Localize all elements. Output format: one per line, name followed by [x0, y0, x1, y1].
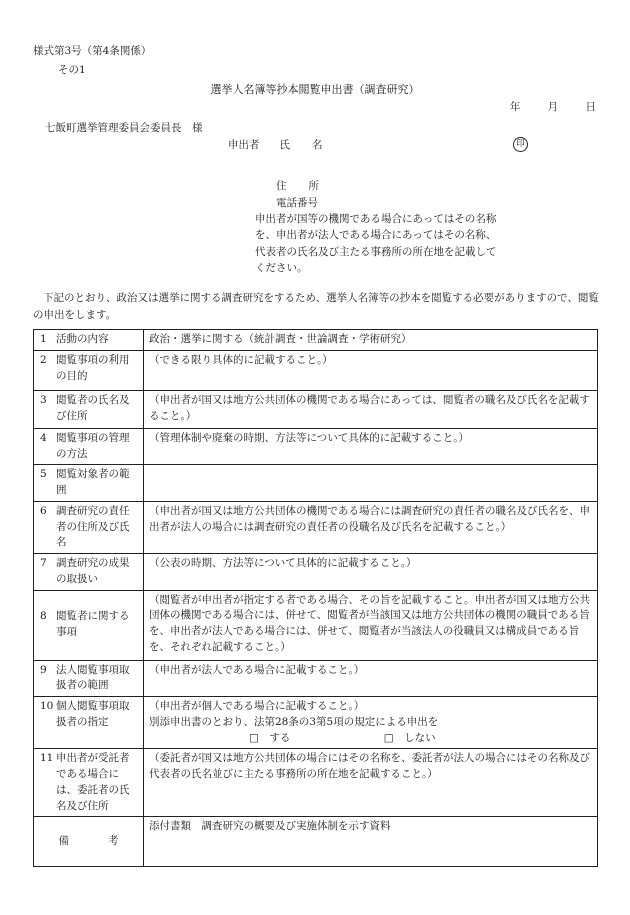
table-row: [34, 554, 598, 591]
row-label: [34, 501, 144, 553]
name-label-2: 名: [312, 139, 323, 151]
row-number: 8: [40, 610, 47, 623]
row-label-text: 法人閲覧事項取: [56, 663, 130, 676]
row-label-text-2: の方法: [56, 447, 88, 460]
date-day: 日: [585, 101, 596, 113]
row-number: 11: [40, 752, 54, 765]
row-label-text: 閲覧事項の利用: [56, 353, 130, 366]
applicant-note: 申出者が国等の機関である場合にあってはその名称を、申出者が法人である場合にあってはその名称、代表者の氏名及び主たる事務所の所在地を記載してください。: [255, 213, 497, 274]
intro-text: 下記のとおり、政治又は選挙に関する調査研究をするため、選挙人名簿等の抄本を閲覧する必要がありますので、閲覧の申出をします。: [33, 292, 599, 321]
form-number: 様式第3号（第4条関係）: [33, 45, 152, 57]
table-row: [34, 660, 598, 697]
table-row: [34, 330, 598, 351]
row-content-note: （申出者が個人である場合に記載すること。）: [149, 700, 365, 712]
row-label: [34, 350, 144, 390]
row-label-text: 活動の内容: [56, 333, 109, 345]
addressee: 七飯町選挙管理委員会委員長 様: [45, 122, 203, 134]
row-label-text-2: 扱者の範囲: [56, 679, 109, 692]
row-label: [34, 749, 144, 817]
checkbox-no[interactable]: □ しない: [383, 731, 436, 744]
row-label-text: 申出者が受託者: [56, 752, 130, 765]
row-number: 2: [40, 353, 47, 366]
row-label: [34, 428, 144, 465]
seal-mark: 印: [513, 137, 528, 152]
applicant-label: 申出者: [228, 139, 260, 151]
row-label-text-2: 囲: [56, 484, 67, 496]
date-month: 月: [547, 101, 559, 113]
row-content[interactable]: （委託者が国又は地方公共団体の場合にはその名称を、委託者が法人の場合にはその名称及び代表者の氏名並びに主たる事務所の所在地を記載すること。）: [144, 749, 598, 817]
row-label: [34, 660, 144, 697]
table-row: [34, 390, 598, 428]
phone-label: 電話番号: [276, 197, 318, 209]
row-number: 9: [40, 663, 47, 676]
row-label-text-2: の取扱い: [56, 572, 98, 585]
remarks-content[interactable]: 添付書類 調査研究の概要及び実施体制を示す資料: [144, 817, 598, 867]
row-label-text: 閲覧対象者の範: [56, 468, 130, 481]
row-content[interactable]: （管理体制や廃棄の時期、方法等について具体的に記載すること。）: [144, 428, 598, 465]
row-number: 7: [40, 557, 47, 569]
row-content[interactable]: （閲覧者が申出者が指定する者である場合、その旨を記載すること。申出者が国又は地方公共団体の機関である場合には、併せて、閲覧者が当該国又は地方公共団体の機関の職員である旨を、申出者が法人である場合には、併せて、閲覧者が当該法人の役職員又は構成員である旨を、それぞれ記載すること。）: [144, 590, 598, 660]
table-row: [34, 350, 598, 390]
row-label: [34, 590, 144, 660]
row-label-text-2: び住所: [56, 409, 88, 422]
table-row: [34, 465, 598, 502]
row-label-text: 個人閲覧事項取: [56, 700, 130, 712]
sub-number: その1: [58, 64, 86, 76]
checkbox-yes[interactable]: □ する: [249, 731, 291, 744]
address-label: [276, 179, 319, 193]
row-number: 4: [40, 431, 47, 444]
row-content[interactable]: （申出者が法人である場合に記載すること。）: [144, 660, 598, 697]
application-table: [33, 329, 598, 867]
address-label-1: 住: [276, 180, 287, 192]
row-number: 3: [40, 393, 47, 406]
row-label-text-2: 者の住所及び氏名: [56, 520, 130, 549]
row-label: [34, 697, 144, 749]
row-label-text-2: 扱者の指定: [56, 715, 109, 728]
row-number: 5: [40, 468, 47, 481]
table-row: [34, 501, 598, 553]
row-label-text: 閲覧者の氏名及: [56, 393, 130, 406]
row-content[interactable]: （申出者が国又は地方公共団体の機関である場合にあっては、閲覧者の職名及び氏名を記載すること。）: [144, 390, 598, 428]
row-label: [34, 330, 144, 351]
row-content[interactable]: [144, 465, 598, 502]
row-number: 1: [40, 333, 47, 345]
row-number: 10: [40, 700, 54, 712]
row-label-text: 調査研究の責任: [56, 504, 130, 517]
choice-group: [149, 731, 592, 747]
row-content[interactable]: （申出者が国又は地方公共団体の機関である場合には調査研究の責任者の職名及び氏名を、申出者が法人の場合には調査研究の責任者の役職名及び氏名を記載すること。）: [144, 501, 598, 553]
row-content-statement: 別添申出書のとおり、法第28条の3第5項の規定による申出を: [149, 715, 439, 728]
row-label-text-2: 事項: [56, 626, 77, 638]
row-label: [34, 465, 144, 502]
row-label-text: 閲覧事項の管理: [56, 431, 130, 444]
row-label-text-2: の目的: [56, 369, 88, 382]
remarks-row: [34, 817, 598, 867]
date-line: [486, 100, 596, 114]
table-row: [34, 428, 598, 465]
row-content[interactable]: （公表の時期、方法等について具体的に記載すること。）: [144, 554, 598, 591]
address-label-2: 所: [308, 180, 319, 192]
row-number: 6: [40, 504, 47, 517]
row-content[interactable]: （できる限り具体的に記載すること。）: [144, 350, 598, 390]
table-row: [34, 590, 598, 660]
remarks-label: [34, 817, 144, 867]
table-row: [34, 697, 598, 749]
row-label-text: 調査研究の成果: [56, 557, 130, 569]
date-year: 年: [509, 101, 521, 113]
table-row: [34, 749, 598, 817]
name-label-1: 氏: [279, 139, 290, 151]
row-label: [34, 390, 144, 428]
row-content: [144, 697, 598, 749]
row-label-text-2: である場合には、委託者の氏名及び住所: [56, 768, 130, 812]
row-label-text: 閲覧者に関する: [56, 610, 130, 623]
remarks-label-text: 備考: [58, 834, 119, 847]
row-label: [34, 554, 144, 591]
document-title: 選挙人名簿等抄本閲覧申出書（調査研究）: [210, 83, 420, 96]
row-content[interactable]: 政治・選挙に関する（統計調査・世論調査・学術研究）: [144, 330, 598, 351]
applicant-name-line: [228, 138, 323, 152]
